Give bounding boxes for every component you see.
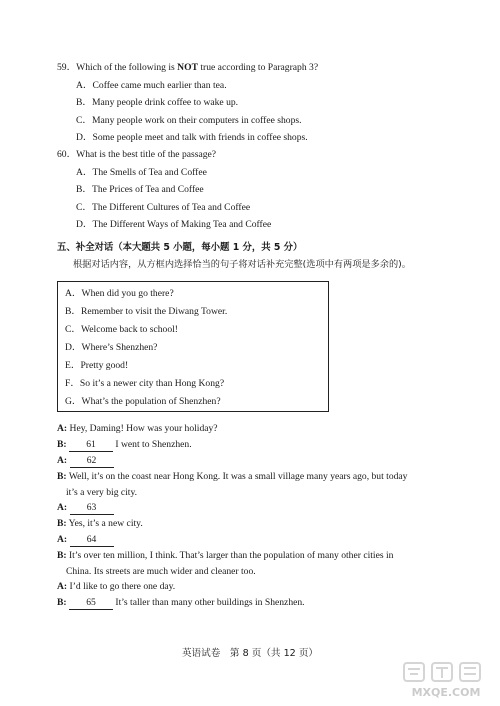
q59-option-c: C．Many people work on their computers in coffee shops. [76, 115, 302, 126]
dialogue-line-4-cont: it’s a very big city. [66, 487, 138, 498]
box-option-a: A．When did you go there? [65, 288, 174, 299]
box-option-d: D．Where’s Shenzhen? [65, 342, 158, 353]
dialogue-line-10 [57, 598, 305, 610]
speaker-b: B: [57, 597, 67, 608]
question-59-not: NOT [177, 62, 198, 73]
dialogue-line-4 [57, 472, 407, 482]
question-59-prefix: 59．Which of the following is [57, 62, 178, 73]
speaker-b: B: [57, 471, 67, 482]
question-59-stem [57, 63, 318, 73]
box-option-c: C．Welcome back to school! [65, 324, 178, 335]
section-5-heading: 五、补全对话（本大题共 5 小题，每小题 1 分，共 5 分） [57, 242, 303, 253]
speaker-a: A: [57, 534, 68, 545]
q60-option-a: A．The Smells of Tea and Coffee [76, 167, 207, 178]
section-5-instruction: 根据对话内容，从方框内选择恰当的句子将对话补充完整(选项中有两项是多余的)。 [73, 259, 411, 270]
speaker-b: B: [57, 439, 67, 450]
svg-text:MXQE.COM: MXQE.COM [411, 686, 481, 699]
blank-61[interactable]: 61 [69, 440, 113, 452]
dialogue-text: Hey, Daming! How was your holiday? [67, 423, 218, 434]
speaker-a: A: [57, 455, 68, 466]
page-footer: 英语试卷 第 8 页（共 12 页） [181, 648, 319, 659]
speaker-b: B: [57, 550, 67, 561]
dialogue-text: Yes, it’s a new city. [66, 518, 143, 529]
speaker-a: A: [57, 423, 68, 434]
dialogue-line-6 [57, 519, 143, 529]
q59-option-a: A．Coffee came much earlier than tea. [76, 80, 227, 91]
dialogue-line-8 [57, 551, 393, 561]
q59-option-d: D．Some people meet and talk with friends in coffee shops. [76, 132, 308, 143]
question-60-stem: 60．What is the best title of the passage? [57, 149, 217, 160]
watermark-logo [398, 660, 494, 702]
box-option-e: E．Pretty good! [65, 360, 129, 371]
box-option-f: F．So it’s a newer city than Hong Kong? [65, 378, 225, 389]
speaker-a: A: [57, 581, 68, 592]
blank-64[interactable]: 64 [70, 535, 114, 547]
dialogue-line-1 [57, 424, 218, 434]
dialogue-line-8-cont: China. Its streets are much wider and cleaner too. [66, 566, 256, 577]
dialogue-text: I went to Shenzhen. [113, 439, 192, 450]
blank-63[interactable]: 63 [70, 503, 114, 515]
dialogue-line-2 [57, 440, 192, 452]
question-59-suffix: true according to Paragraph 3? [197, 62, 319, 73]
q60-option-c: C．The Different Cultures of Tea and Coffee [76, 202, 251, 213]
dialogue-text: I’d like to go there one day. [67, 581, 176, 592]
dialogue-text: It’s over ten million, I think. That’s larger than the population of many other cities in [66, 550, 394, 561]
dialogue-text: It’s taller than many other buildings in Shenzhen. [113, 597, 305, 608]
box-option-g: G．What’s the population of Shenzhen? [65, 396, 221, 407]
q60-option-b: B．The Prices of Tea and Coffee [76, 184, 204, 195]
dialogue-text: Well, it’s on the coast near Hong Kong. It was a small village many years ago, but today [66, 471, 408, 482]
q59-option-b: B．Many people drink coffee to wake up. [76, 97, 239, 108]
dialogue-line-3 [57, 456, 114, 468]
box-option-b: B．Remember to visit the Diwang Tower. [65, 306, 228, 317]
dialogue-line-7 [57, 535, 114, 547]
q60-option-d: D．The Different Ways of Making Tea and Coffee [76, 219, 272, 230]
speaker-b: B: [57, 518, 67, 529]
blank-62[interactable]: 62 [70, 456, 114, 468]
dialogue-line-9 [57, 582, 175, 592]
blank-65[interactable]: 65 [69, 598, 113, 610]
dialogue-line-5 [57, 503, 114, 515]
speaker-a: A: [57, 502, 68, 513]
